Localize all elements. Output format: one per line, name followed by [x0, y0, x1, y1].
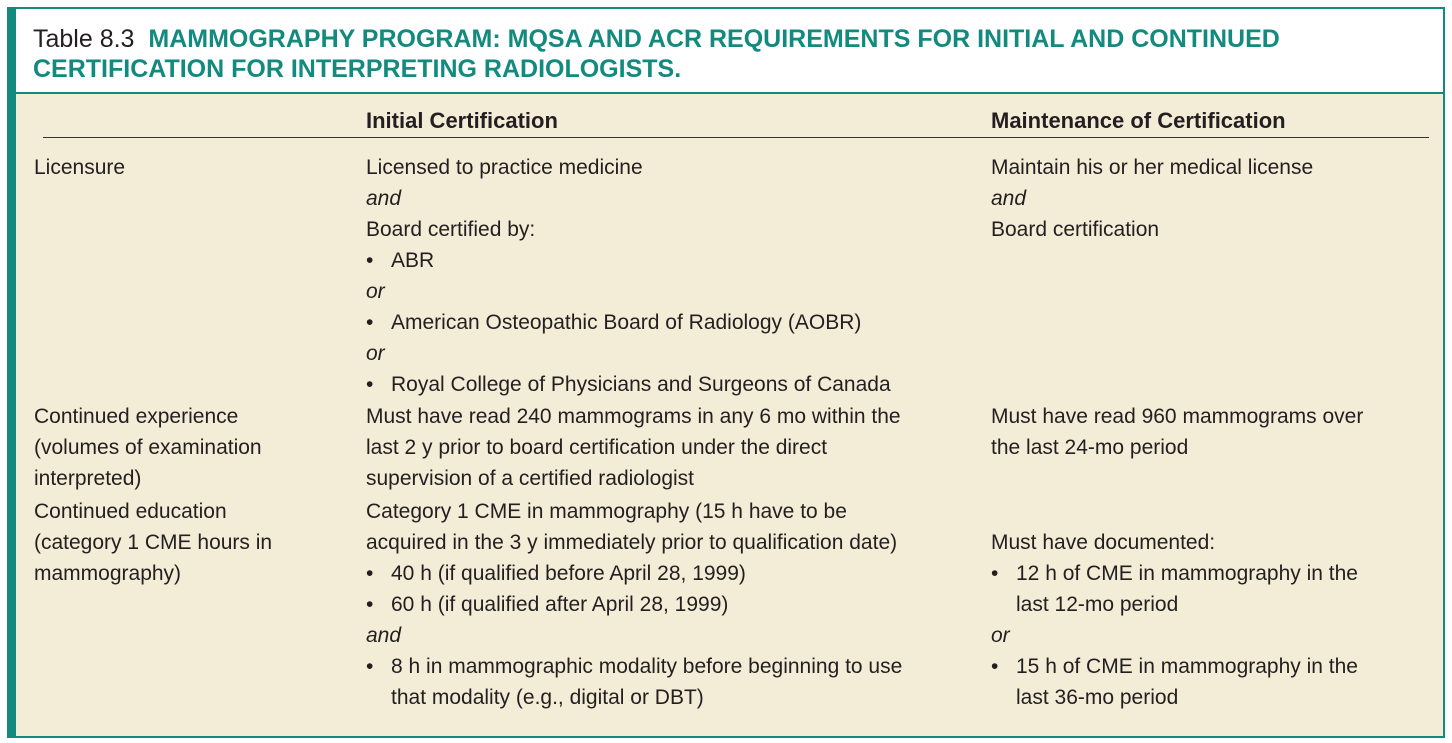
table-caption: MAMMOGRAPHY PROGRAM: MQSA AND ACR REQUIREMENTS FOR INITIAL AND CONTINUED CERTIFICATION FOR INTERPRETING RADIOLOGISTS. — [33, 25, 1280, 83]
cell-line: acquired in the 3 y immediately prior to qualification date) — [366, 531, 898, 554]
row-label-line: interpreted) — [34, 467, 142, 490]
cell-line: Category 1 CME in mammography (15 h have to be — [366, 500, 847, 523]
bullet-item: • 15 h of CME in mammography in the — [991, 651, 1358, 682]
row-label — [34, 152, 125, 183]
initial-certification-cell — [366, 401, 901, 494]
cell-line: Licensed to practice medicine — [366, 156, 643, 179]
row-label-line: Continued experience — [34, 405, 239, 428]
row-label — [34, 401, 262, 494]
table-number: Table 8.3 — [33, 25, 135, 53]
row-label-line: (volumes of examination — [34, 436, 262, 459]
row-label-line: mammography) — [34, 562, 182, 585]
cell-line: last 2 y prior to board certification under the direct — [366, 436, 828, 459]
maintenance-certification-cell — [991, 401, 1363, 463]
row-label — [34, 496, 272, 589]
cell-line: Board certified by: — [366, 218, 536, 241]
row-label-line: (category 1 CME hours in — [34, 531, 273, 554]
cell-line: the last 24-mo period — [991, 436, 1189, 459]
bullet-item: • ABR — [366, 245, 891, 276]
cell-line: that modality (e.g., digital or DBT) — [391, 686, 704, 709]
cell-line: Must have documented: — [991, 531, 1216, 554]
bullet-item: • 40 h (if qualified before April 28, 1999) — [366, 558, 902, 589]
row-label-line: Licensure — [34, 156, 126, 179]
row-label-line: Continued education — [34, 500, 227, 523]
bullet-item: • American Osteopathic Board of Radiology (AOBR) — [366, 307, 891, 338]
bullet-item: • Royal College of Physicians and Surgeons of Canada — [366, 369, 891, 400]
header-initial-certification: Initial Certification — [366, 108, 558, 133]
maintenance-certification-cell — [991, 496, 1358, 713]
cell-line: last 36-mo period — [1016, 686, 1179, 709]
cell-line: or — [366, 280, 385, 303]
cell-line: and — [991, 187, 1027, 210]
cell-line: Must have read 960 mammograms over — [991, 405, 1364, 428]
cell-line: last 12-mo period — [1016, 593, 1179, 616]
cell-line: Board certification — [991, 218, 1160, 241]
cell-line: supervision of a certified radiologist — [366, 467, 695, 490]
cell-line: Maintain his or her medical license — [991, 156, 1314, 179]
bullet-item: • 8 h in mammographic modality before beginning to use — [366, 651, 902, 682]
table-title — [33, 24, 1433, 84]
cell-line: or — [366, 342, 385, 365]
table-title-box — [16, 9, 1443, 94]
initial-certification-cell — [366, 496, 902, 713]
cell-line: Must have read 240 mammograms in any 6 mo within the — [366, 405, 901, 428]
cell-line — [991, 496, 1358, 527]
initial-certification-cell — [366, 152, 891, 400]
cell-line: and — [366, 187, 402, 210]
bullet-item: • 60 h (if qualified after April 28, 1999) — [366, 589, 902, 620]
cell-line: or — [991, 624, 1010, 647]
header-maintenance-certification: Maintenance of Certification — [991, 108, 1286, 133]
bullet-item: • 12 h of CME in mammography in the — [991, 558, 1358, 589]
header-rule — [43, 137, 1429, 138]
maintenance-certification-cell — [991, 152, 1313, 245]
cell-line: and — [366, 624, 402, 647]
table-frame — [7, 7, 1445, 738]
